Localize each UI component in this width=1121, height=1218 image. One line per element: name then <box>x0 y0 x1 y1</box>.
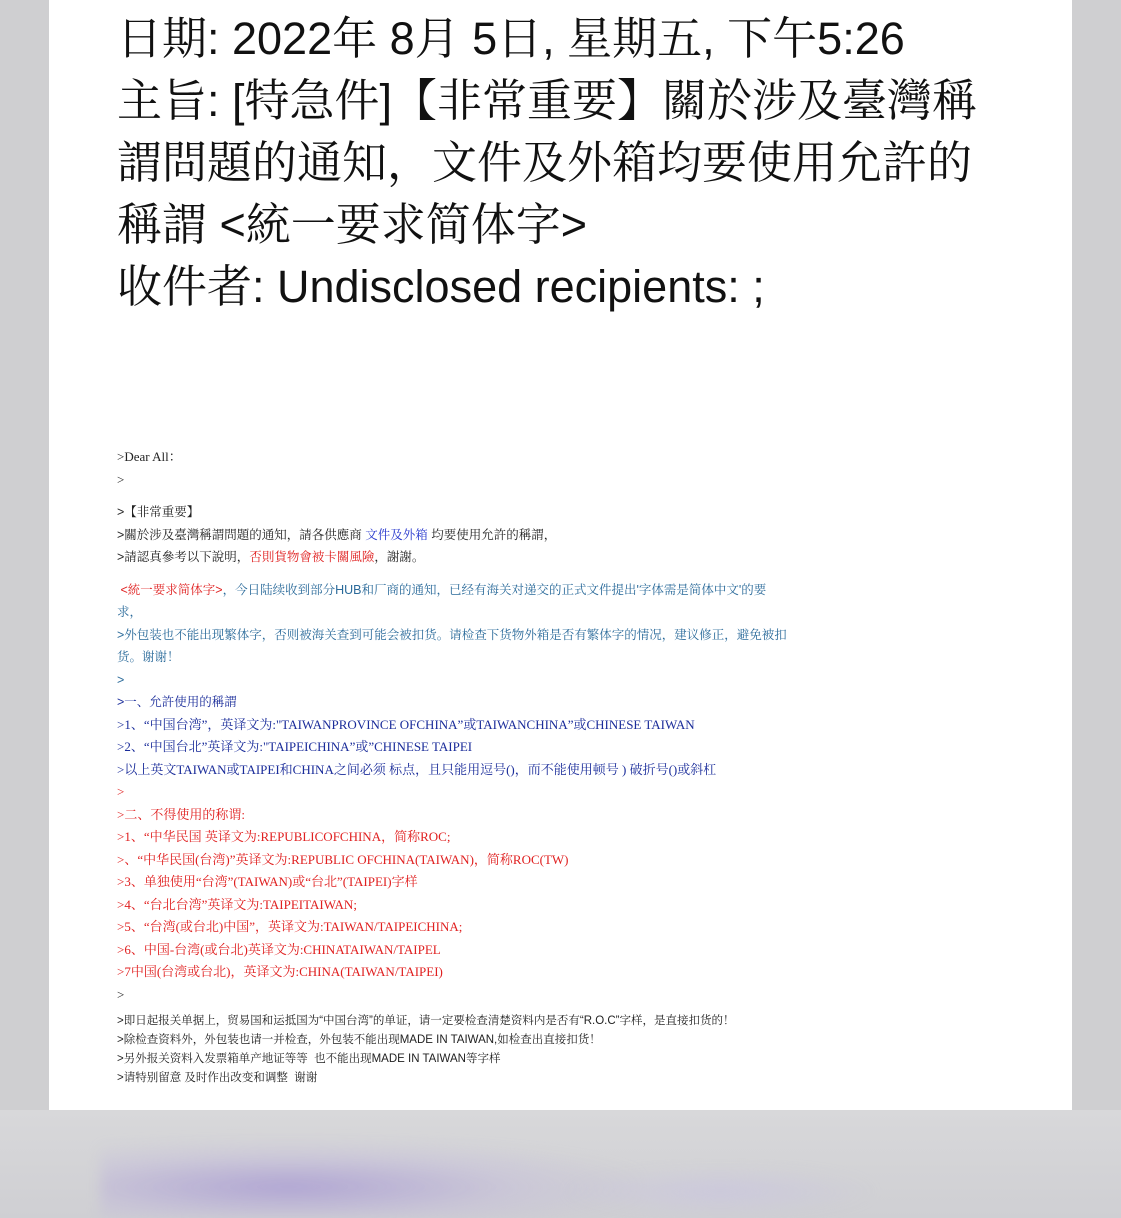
allowed-item: >1、“中国台湾”，英译文为:"TAIWANPROVINCE OFCHINA”或TAIWANCHINA”或CHINESE TAIWAN <box>117 716 695 732</box>
forbidden-item: >4、“台北台湾”英译文为:TAIPEITAIWAN; <box>117 896 357 912</box>
note-line: >除检查资料外，外包装也请一并检查，外包装不能出现MADE IN TAIWAN,如检查出直接扣货！ <box>117 1034 601 1046</box>
recipients-line: 收件者: Undisclosed recipients: ; <box>117 261 765 312</box>
forbidden-title: >二、不得使用的称谓: <box>117 806 245 822</box>
simplified-tag: <統一要求简体字> <box>120 582 223 597</box>
subject-line: 稱謂 <統一要求简体字> <box>117 199 588 250</box>
note-line: >另外报关资料入发票箱单产地证等等 也不能出现MADE IN TAIWAN等字样 <box>117 1053 501 1065</box>
forbidden-item: >1、“中华民国 英译文为:REPUBLICOFCHINA，简称ROC; <box>117 829 451 844</box>
customs-line <box>117 579 997 602</box>
date-line: 日期: 2022年 8月 5日, 星期五, 下午5:26 <box>117 13 905 64</box>
greeting: >Dear All： <box>117 449 182 464</box>
allowed-item: >以上英文TAIWAN或TAIPEI和CHINA之间必须 标点，且只能用逗号()，而不能使用顿号 ) 破折号()或斜杠 <box>117 761 717 777</box>
read-text: ，謝謝。 <box>374 550 425 564</box>
packaging-line: >外包装也不能出现繁体字，否则被海关查到可能会被扣货。请检查下货物外箱是否有繁体字的情况，建议修正，避免被扣 <box>117 627 787 642</box>
read-line <box>117 546 997 569</box>
packaging-line: 货。谢谢！ <box>117 650 180 664</box>
forbidden-item: >3、单独使用“台湾”(TAIWAN)或“台北”(TAIPEI)字样 <box>117 874 418 889</box>
quote-blank: > <box>117 784 125 799</box>
email-body <box>117 446 997 1088</box>
quote-blank: > <box>117 986 125 1002</box>
notice-line <box>117 524 997 547</box>
blurred-overlay-secondary <box>560 1165 880 1218</box>
forbidden-item: >、“中华民国(台湾)”英译文为:REPUBLIC OFCHINA(TAIWAN)，简称ROC(TW) <box>117 851 569 867</box>
email-page <box>49 0 1072 1110</box>
customs-line: 求， <box>117 605 143 619</box>
forbidden-item: >5、“台湾(或台北)中国”，英译文为:TAIWAN/TAIPEICHINA; <box>117 919 463 934</box>
forbidden-item: >6、中国-台湾(或台北)英译文为:CHINATAIWAN/TAIPEL <box>117 941 441 957</box>
customs-text: ，今日陆续收到部分HUB和厂商的通知，已经有海关对递交的正式文件提出'字体需是简体中文'的要 <box>222 582 767 597</box>
note-line: >请特别留意 及时作出改变和调整 谢谢 <box>117 1072 318 1084</box>
allowed-item: >2、“中国台北”英译文为:"TAIPEICHINA”或”CHINESE TAIPEI <box>117 739 473 754</box>
quote-blank: > <box>117 471 125 487</box>
note-line: >即日起报关单据上，贸易国和运抵国为“中国台湾”的单证，请一定要检查清楚资料内是否有“R.O.C”字样，是直接扣货的！ <box>117 1015 735 1027</box>
blurred-overlay <box>100 1140 640 1218</box>
notice-text: 均要使用允許的稱謂， <box>427 527 557 542</box>
notice-highlight: 文件及外箱 <box>365 527 428 542</box>
read-text: >請認真參考以下說明， <box>117 550 250 564</box>
subject-line: 謂問題的通知，文件及外箱均要使用允許的 <box>117 137 973 188</box>
important-tag: >【非常重要】 <box>117 505 200 519</box>
quote-blank: > <box>117 672 125 687</box>
forbidden-item: >7中国(台湾或台北)，英译文为:CHINA(TAIWAN/TAIPEI) <box>117 964 443 979</box>
email-header <box>117 8 1047 318</box>
allowed-title: >一、允許使用的稱謂 <box>117 695 237 709</box>
read-highlight: 否則貨物會被卡關風險 <box>249 550 375 564</box>
notice-text: >關於涉及臺灣稱謂問題的通知，請各供應商 <box>117 527 366 542</box>
subject-line: 主旨: [特急件]【非常重要】關於涉及臺灣稱 <box>117 75 978 126</box>
